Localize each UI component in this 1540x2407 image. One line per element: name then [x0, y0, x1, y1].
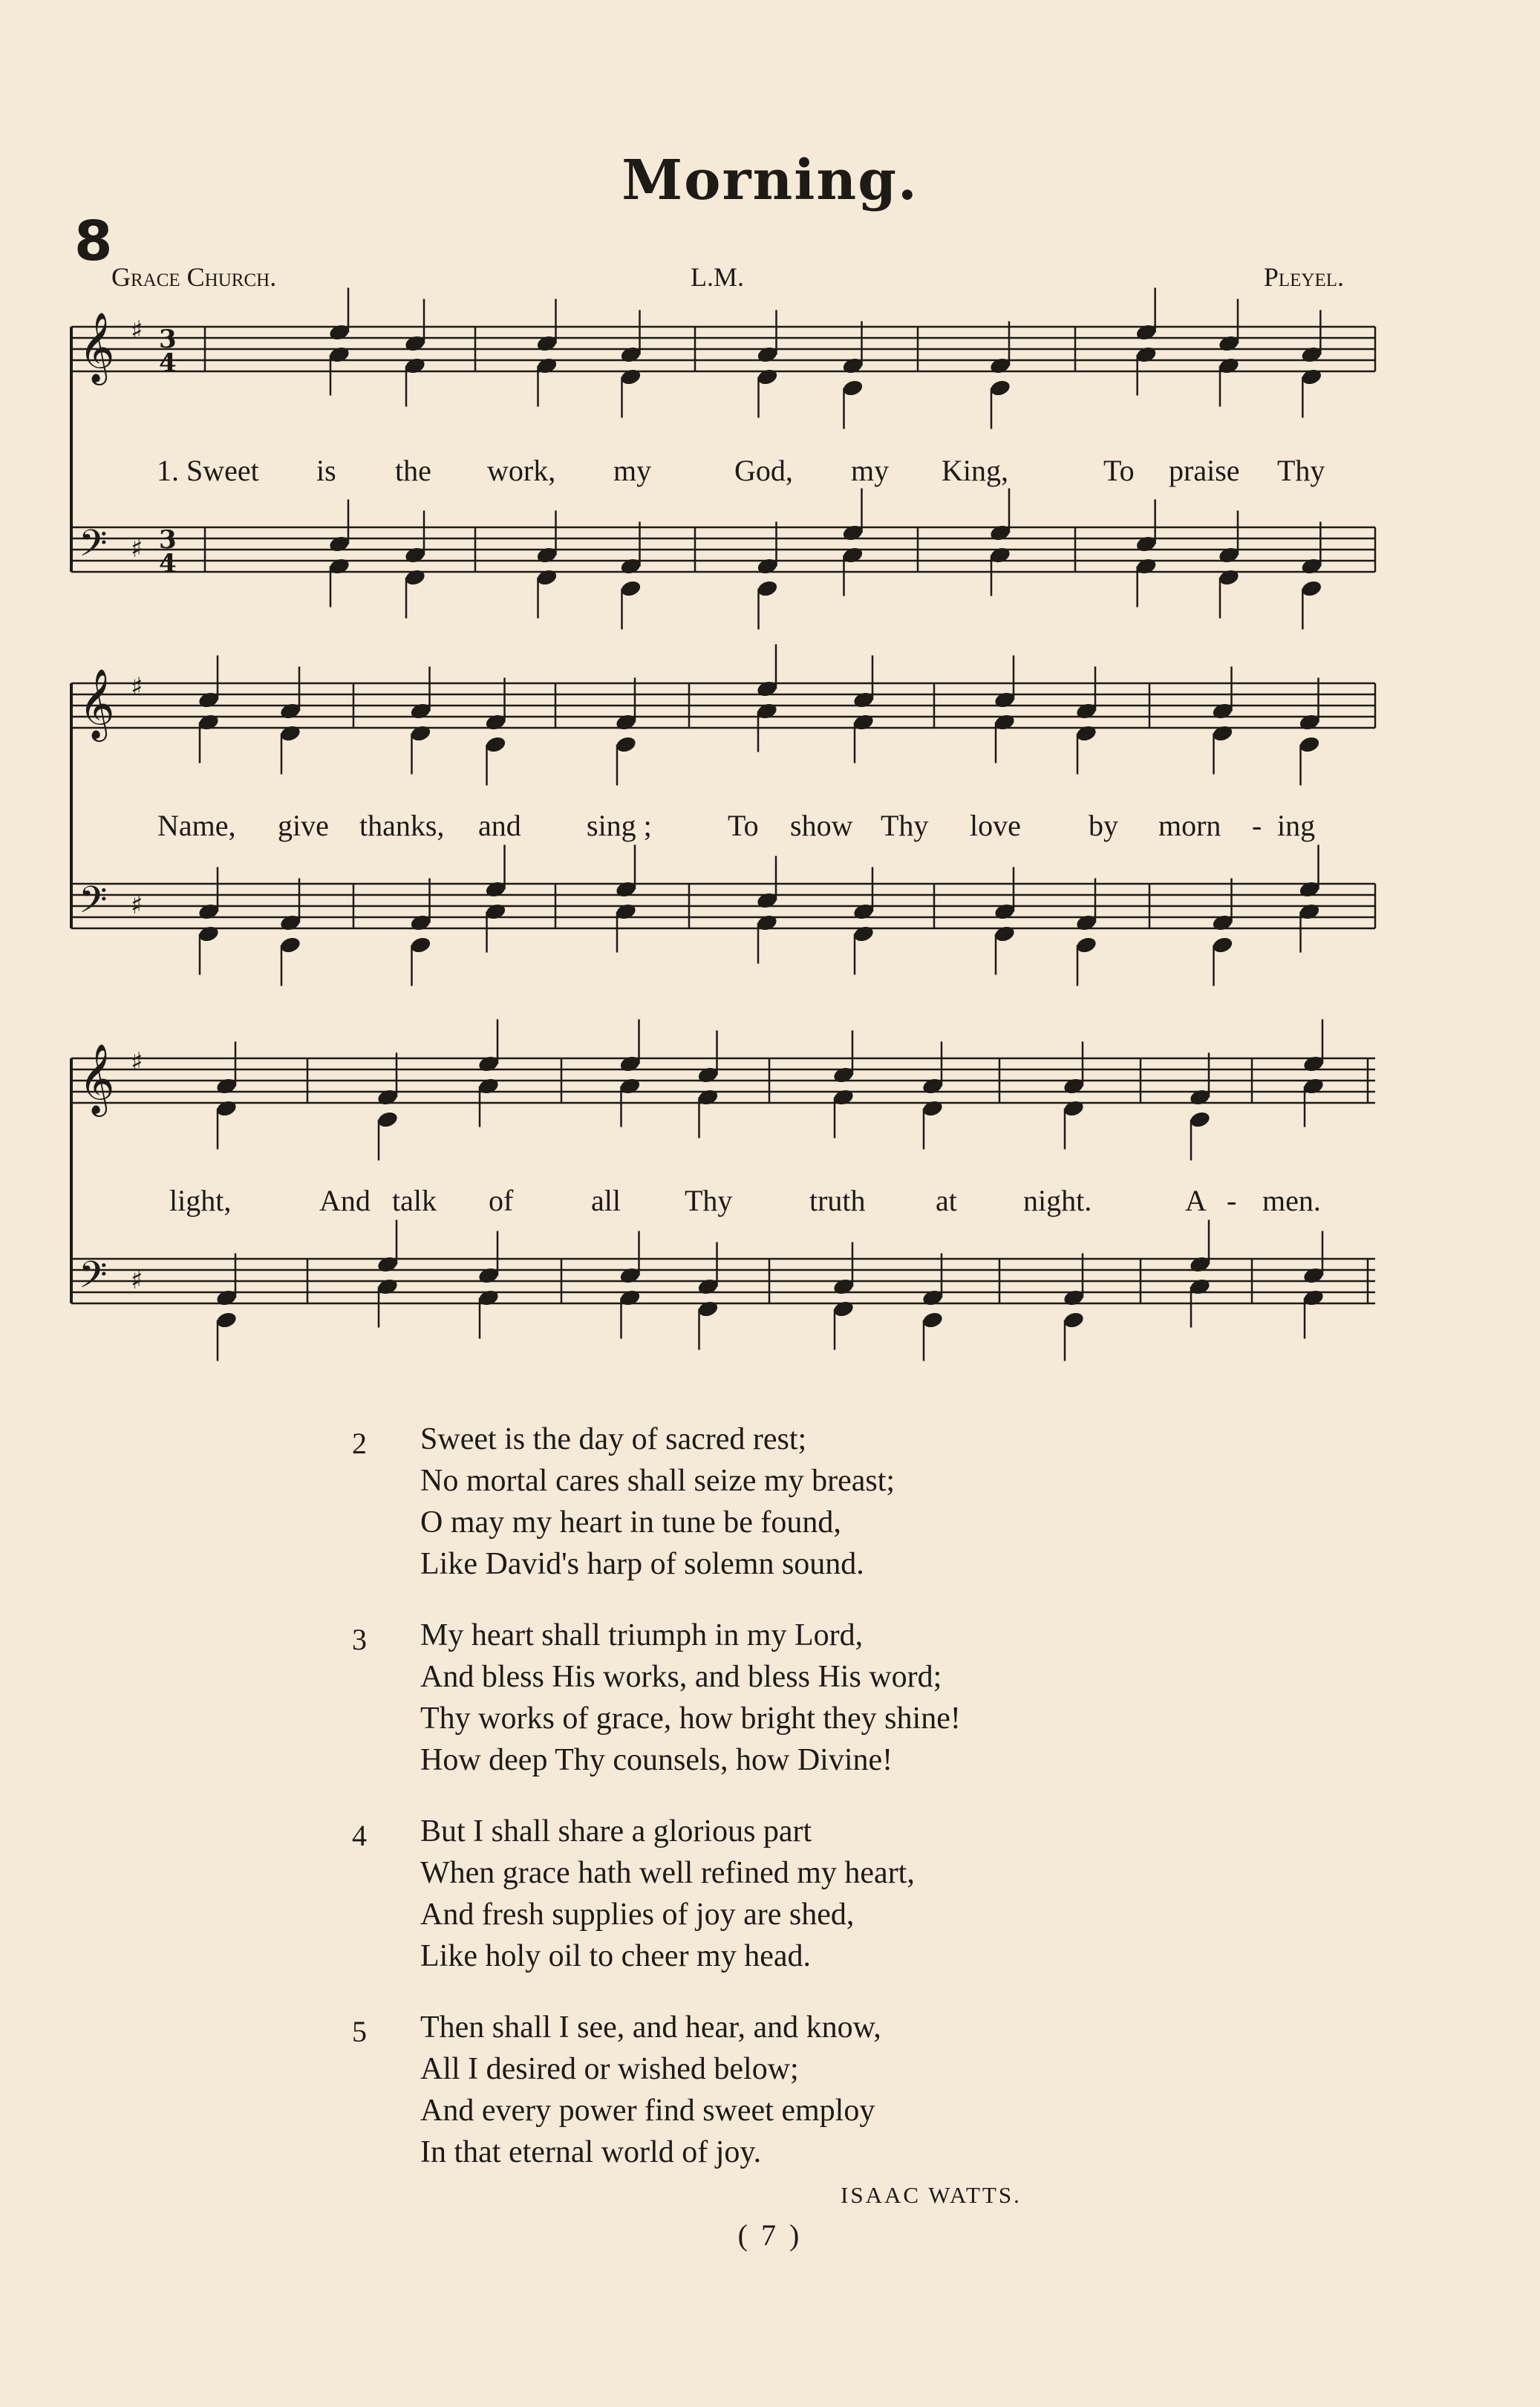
note-head [696, 1277, 720, 1297]
lyric-syllable: show [790, 809, 853, 842]
verse-line: Like David's harp of solemn sound. [420, 1547, 864, 1581]
verse-line: In that eternal world of joy. [420, 2135, 762, 2169]
note-head [619, 345, 642, 365]
verse [352, 1615, 1195, 1781]
lyric-syllable: night. [1023, 1184, 1092, 1217]
lyric-syllable: - [1252, 809, 1262, 842]
staff [71, 1220, 1375, 1361]
verse-line: And bless His works, and bless His word; [420, 1660, 942, 1694]
page-number: ( 7 ) [737, 2218, 803, 2252]
verse [352, 2007, 1195, 2173]
note-head [279, 913, 302, 933]
music-system-3 [71, 1043, 1375, 1370]
note-head [832, 1066, 855, 1085]
verse-line: All I desired or wished below; [420, 2052, 799, 2086]
note-head [1063, 1099, 1086, 1118]
sharp-icon: ♯ [131, 316, 143, 345]
note-head [198, 925, 221, 944]
lyric-syllable: is [316, 454, 336, 487]
tune-name: Grace Church. [111, 262, 277, 292]
note-head [994, 925, 1017, 944]
note-head [832, 1300, 855, 1319]
note-head [841, 379, 864, 398]
lyric-syllable: men. [1262, 1184, 1321, 1217]
lyric-syllable: Thy [881, 809, 929, 842]
note-head [756, 702, 779, 721]
note-head [198, 713, 221, 732]
lyric-syllable: 1. Sweet [157, 454, 259, 487]
note-head [619, 579, 642, 599]
verses [352, 1419, 1195, 2203]
verse-number: 3 [352, 1623, 367, 1656]
verse-line: Like holy oil to cheer my head. [420, 1939, 812, 1973]
verse-line: Thy works of grace, how bright they shine! [420, 1701, 961, 1736]
note-head [1063, 1077, 1086, 1096]
note-head [615, 735, 638, 755]
lyric-syllable: praise [1169, 454, 1240, 487]
note-head [852, 902, 875, 922]
note-head [279, 724, 302, 743]
note-head [989, 356, 1012, 376]
note-head [1218, 356, 1241, 376]
author: ISAAC WATTS. [841, 2182, 1022, 2208]
note-head [1189, 1277, 1212, 1297]
note-head [1298, 902, 1321, 922]
note-head [1298, 735, 1321, 755]
verse [352, 1811, 1195, 1977]
verse [352, 1419, 1195, 1585]
note-head [376, 1088, 399, 1107]
note-head [756, 345, 779, 365]
lyric-syllable: - [1227, 1184, 1237, 1217]
note-head [1218, 546, 1241, 565]
verse-line: How deep Thy counsels, how Divine! [420, 1743, 893, 1777]
note-head [1063, 1289, 1086, 1308]
note-head [535, 356, 558, 376]
sharp-icon: ♯ [131, 534, 143, 564]
note-head [535, 568, 558, 587]
verse-line: And fresh supplies of joy are shed, [420, 1898, 855, 1932]
note-head [328, 557, 351, 576]
lyric-syllable: Name, [157, 809, 236, 842]
note-head [989, 524, 1012, 543]
verse-line: My heart shall triumph in my Lord, [420, 1618, 864, 1652]
note-head [198, 902, 221, 922]
note-head [409, 913, 432, 933]
note-head [409, 724, 432, 743]
note-head [279, 936, 302, 955]
lyric-syllable: my [851, 454, 890, 487]
note-head [619, 1266, 642, 1286]
treble-clef-icon: 𝄞 [79, 312, 115, 382]
note-head [619, 1055, 642, 1074]
lyrics-line-2 [71, 808, 1375, 845]
note-head [756, 579, 779, 599]
note-head [989, 379, 1012, 398]
lyrics-line-1 [71, 453, 1375, 490]
music-system-2 [71, 668, 1375, 995]
lyric-syllable: A [1185, 1184, 1207, 1217]
bass-clef-icon: 𝄢 [79, 522, 108, 574]
note-head [477, 1055, 500, 1074]
verse-line: Sweet is the day of sacred rest; [420, 1422, 807, 1456]
note-head [615, 902, 638, 922]
bass-clef-icon: 𝄢 [79, 879, 108, 931]
note-head [1300, 345, 1323, 365]
note-head [1300, 368, 1323, 387]
note-head [1218, 334, 1241, 354]
verse-line: And every power find sweet employ [420, 2094, 875, 2128]
time-signature-denominator: 4 [159, 348, 177, 378]
note-head [1300, 557, 1323, 576]
lyric-syllable: To [728, 809, 759, 842]
note-head [1135, 345, 1158, 365]
sharp-icon: ♯ [131, 1266, 143, 1295]
time-signature-numerator: 3 [159, 325, 177, 354]
note-head [615, 713, 638, 732]
time-signature-denominator: 4 [159, 549, 177, 579]
note-head [1218, 568, 1241, 587]
note-head [484, 735, 507, 755]
treble-clef-icon: 𝄞 [79, 1043, 115, 1114]
note-head [215, 1077, 238, 1096]
note-head [619, 1289, 642, 1308]
lyrics-line-3 [71, 1183, 1375, 1220]
lyric-syllable: sing ; [587, 809, 652, 842]
note-head [409, 702, 432, 721]
note-head [832, 1277, 855, 1297]
note-head [1075, 702, 1098, 721]
note-head [484, 713, 507, 732]
note-head [328, 535, 351, 554]
verse-line: But I shall share a glorious part [420, 1814, 812, 1849]
note-head [921, 1289, 944, 1308]
bass-clef-icon: 𝄢 [79, 1254, 108, 1306]
note-head [841, 524, 864, 543]
verse-line: No mortal cares shall seize my breast; [420, 1464, 895, 1498]
note-head [1302, 1055, 1325, 1074]
note-head [1302, 1077, 1325, 1096]
staff [71, 645, 1375, 786]
note-head [989, 546, 1012, 565]
lyric-syllable: morn [1158, 809, 1221, 842]
note-head [832, 1088, 855, 1107]
note-head [756, 557, 779, 576]
lyric-syllable: ing [1277, 809, 1316, 842]
lyric-syllable: the [395, 454, 431, 487]
note-head [1063, 1311, 1086, 1330]
lyric-syllable: King, [942, 454, 1008, 487]
verse-number: 4 [352, 1819, 367, 1852]
lyric-syllable: of [489, 1184, 514, 1217]
verse-line: When grace hath well refined my heart, [420, 1856, 915, 1890]
note-head [852, 713, 875, 732]
note-head [535, 546, 558, 565]
note-head [696, 1088, 720, 1107]
tune-meter: L.M. [691, 262, 744, 292]
note-head [921, 1077, 944, 1096]
note-head [1075, 936, 1098, 955]
note-head [376, 1277, 399, 1297]
note-head [1189, 1088, 1212, 1107]
note-head [1298, 713, 1321, 732]
lyric-syllable: And [319, 1184, 371, 1217]
sharp-icon: ♯ [131, 1047, 143, 1077]
note-head [756, 891, 779, 911]
note-head [1298, 880, 1321, 899]
note-head [841, 546, 864, 565]
note-head [484, 902, 507, 922]
note-head [852, 691, 875, 710]
lyric-syllable: Thy [1277, 454, 1325, 487]
note-head [696, 1066, 720, 1085]
note-head [484, 880, 507, 899]
note-head [404, 568, 427, 587]
note-head [619, 368, 642, 387]
lyric-syllable: at [936, 1184, 957, 1217]
note-head [756, 368, 779, 387]
note-head [994, 713, 1017, 732]
note-head [921, 1311, 944, 1330]
lyric-syllable: Thy [685, 1184, 733, 1217]
note-head [841, 356, 864, 376]
note-head [1135, 323, 1158, 342]
hymn-number: 8 [74, 209, 113, 273]
note-head [756, 913, 779, 933]
staff [71, 489, 1375, 630]
lyric-syllable: by [1089, 809, 1118, 842]
note-head [376, 1110, 399, 1130]
note-head [328, 323, 351, 342]
staff [71, 1020, 1375, 1161]
note-head [1135, 535, 1158, 554]
lyric-syllable: thanks, [359, 809, 445, 842]
sharp-icon: ♯ [131, 890, 143, 920]
lyric-syllable: and [478, 809, 521, 842]
time-signature-numerator: 3 [159, 525, 177, 555]
staff [71, 288, 1375, 429]
note-head [404, 356, 427, 376]
lyric-syllable: talk [392, 1184, 437, 1217]
note-head [619, 557, 642, 576]
tune-composer: Pleyel. [1263, 262, 1344, 292]
lyric-syllable: my [613, 454, 652, 487]
note-head [1211, 936, 1234, 955]
note-head [404, 334, 427, 354]
lyric-syllable: work, [487, 454, 556, 487]
note-head [696, 1300, 720, 1319]
tune-info [111, 261, 1344, 299]
note-head [198, 691, 221, 710]
note-head [409, 936, 432, 955]
note-head [619, 1077, 642, 1096]
lyric-syllable: truth [809, 1184, 866, 1217]
note-head [1189, 1255, 1212, 1274]
note-head [279, 702, 302, 721]
lyric-syllable: To [1103, 454, 1135, 487]
note-head [756, 680, 779, 699]
note-head [215, 1099, 238, 1118]
verse-line: Then shall I see, and hear, and know, [420, 2010, 881, 2045]
sharp-icon: ♯ [131, 672, 143, 702]
lyric-syllable: all [591, 1184, 621, 1217]
lyric-syllable: give [278, 809, 329, 842]
treble-clef-icon: 𝄞 [79, 668, 115, 739]
note-head [404, 546, 427, 565]
note-head [1075, 913, 1098, 933]
note-head [215, 1289, 238, 1308]
note-head [615, 880, 638, 899]
page-title: Morning. [621, 149, 919, 212]
note-head [921, 1099, 944, 1118]
note-head [328, 345, 351, 365]
note-head [1189, 1110, 1212, 1130]
lyric-syllable: light, [169, 1184, 232, 1217]
music-system-1 [71, 312, 1375, 624]
note-head [1302, 1266, 1325, 1286]
note-head [535, 334, 558, 354]
note-head [1211, 702, 1234, 721]
note-head [1302, 1289, 1325, 1308]
note-head [994, 691, 1017, 710]
note-head [477, 1266, 500, 1286]
note-head [1211, 724, 1234, 743]
note-head [1300, 579, 1323, 599]
verse-number: 5 [352, 2015, 367, 2048]
note-head [477, 1289, 500, 1308]
lyric-syllable: God, [734, 454, 793, 487]
verse-line: O may my heart in tune be found, [420, 1505, 841, 1540]
note-head [1211, 913, 1234, 933]
staff [71, 845, 1375, 986]
note-head [477, 1077, 500, 1096]
note-head [994, 902, 1017, 922]
note-head [215, 1311, 238, 1330]
note-head [1075, 724, 1098, 743]
note-head [1135, 557, 1158, 576]
lyric-syllable: love [970, 809, 1021, 842]
verse-number: 2 [352, 1427, 367, 1460]
note-head [376, 1255, 399, 1274]
note-head [852, 925, 875, 944]
